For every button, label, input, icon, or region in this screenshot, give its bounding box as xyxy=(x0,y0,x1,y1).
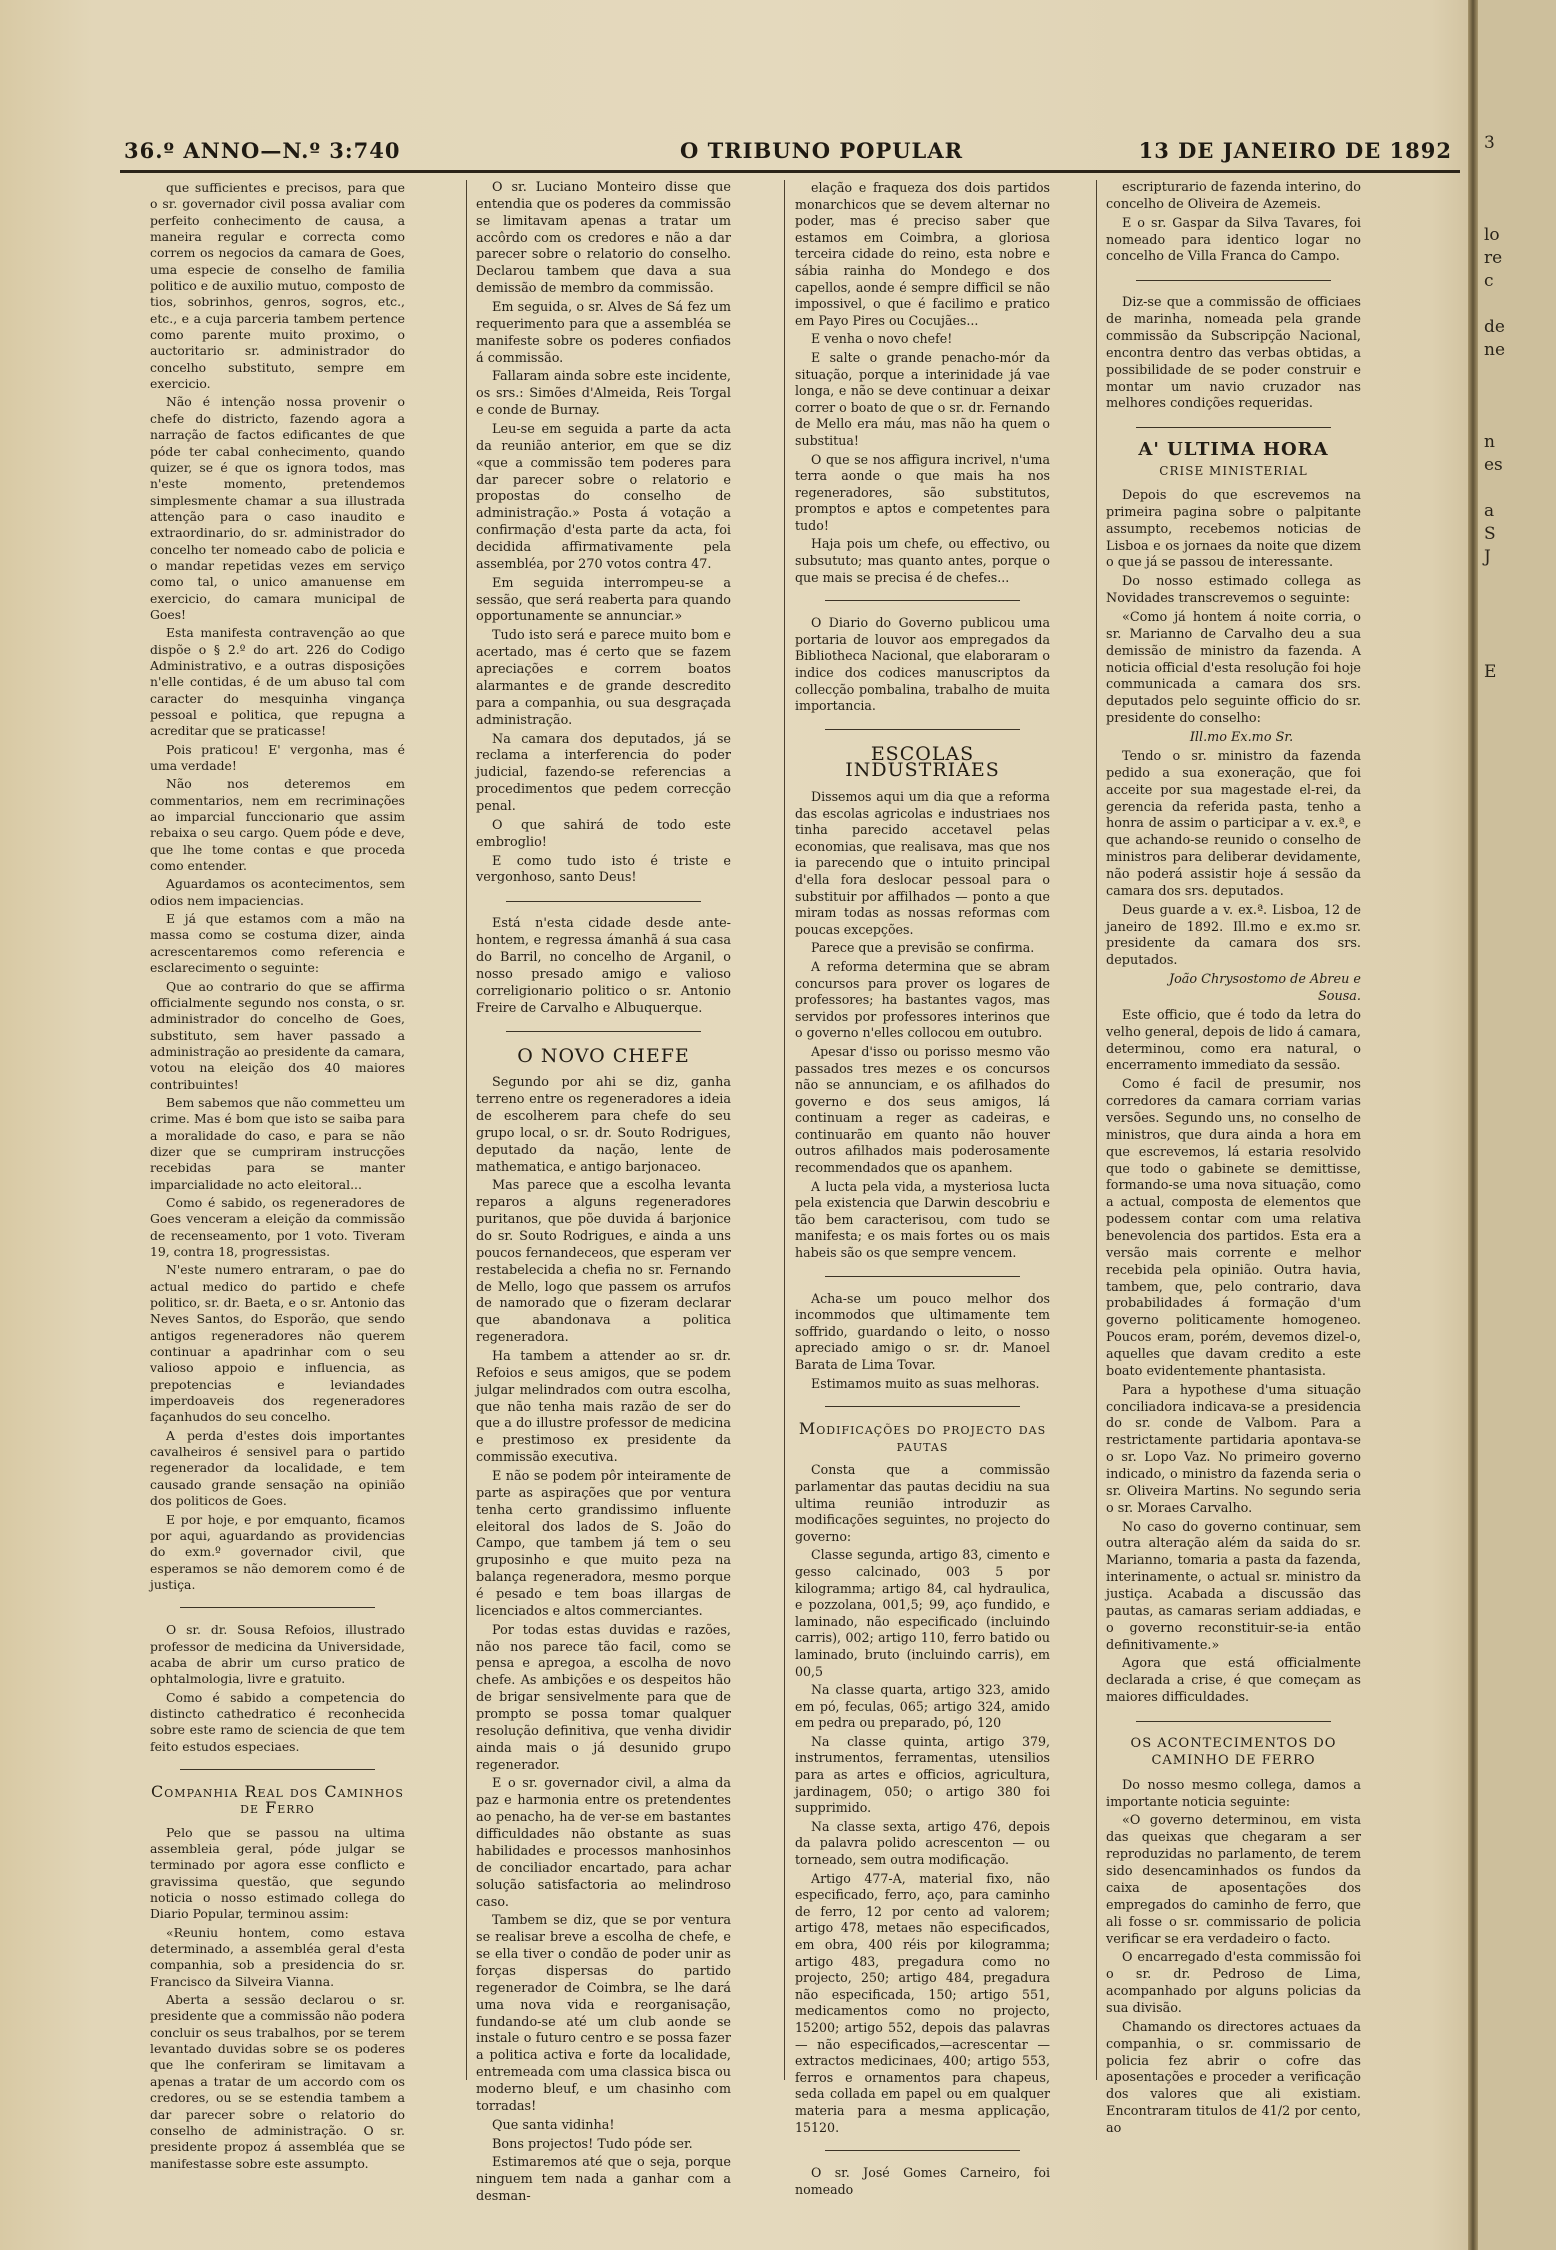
section-subheading: CRISE MINISTERIAL xyxy=(1159,464,1308,479)
paragraph: No caso do governo continuar, sem outra alteração além da saida do sr. Marianno, tomaria a pasta da fazenda, interinamente, o actual sr. ministro da justiça. Acabada a discussão das pautas, as camaras seriam addiadas, e o governo reconstituir-se-ia então definitivamente.» xyxy=(1106,1519,1361,1653)
paragraph: O que se nos affigura incrivel, n'uma terra aonde o que mais ha nos regeneradores, são substitutos, promptos e aptos e competentes para tudo! xyxy=(795,451,1050,533)
paragraph: Deus guarde a v. ex.ª. Lisboa, 12 de janeiro de 1892. Ill.mo e ex.mo sr. presidente da camara dos srs. deputados. xyxy=(1106,902,1361,969)
edge-fragment xyxy=(1478,155,1556,178)
edge-fragment: es xyxy=(1484,455,1503,475)
paragraph: Depois do que escrevemos na primeira pagina sobre o palpitante assumpto, recebemos noticias de Lisboa e os jornaes da noite que dizem o que já se passou de interessante. xyxy=(1106,488,1361,571)
paragraph: Chamando os directores actuaes da companhia, o sr. commissario de policia fez abrir o cofre das aposentações e proceder a verificação dos valores que ali existiam. Encontraram titulos de 41/2 por cento, ao xyxy=(1106,2019,1361,2136)
paragraph: O sr. Luciano Monteiro disse que entendia que os poderes da commissão se limitavam apenas a tratar um accôrdo com os credores e não a dar parecer sobre o relatorio do conselho. Declarou tambem que dava a sua demissão de membro da commissão. xyxy=(476,180,731,297)
section-rule xyxy=(825,600,1020,601)
edge-fragment xyxy=(1478,293,1556,316)
paragraph: E como tudo isto é triste e vergonhoso, santo Deus! xyxy=(476,853,731,886)
paragraph: escripturario de fazenda interino, do concelho de Oliveira de Azemeis. xyxy=(1106,180,1361,212)
edge-fragment xyxy=(1478,569,1556,592)
paragraph: O que sahirá de todo este embroglio! xyxy=(476,817,731,850)
column-3 xyxy=(795,180,1050,2200)
section-rule xyxy=(1136,1721,1331,1722)
section-rule xyxy=(180,1769,375,1770)
paragraph: Este officio, que é todo da letra do velho general, depois de lido á camara, determinou, como era natural, o encerramento immediato da sessão. xyxy=(1106,1007,1361,1074)
column-divider xyxy=(466,180,467,2080)
column-1 xyxy=(150,180,405,2174)
section-rule xyxy=(180,1607,375,1608)
section-heading: ESCOLAS INDUSTRIAES xyxy=(845,742,1000,782)
paragraph: Por todas estas duvidas e razões, não nos parece tão facil, como se pensa e apregoa, a escolha de novo chefe. As ambições e os despeitos hão de brigar sensivelmente para que de prompto se possa tomar qualquer resolução definitiva, que venha dividir ainda mais o já desunido grupo regenerador. xyxy=(476,1622,731,1773)
masthead-line xyxy=(120,132,1460,173)
section-rule xyxy=(1136,280,1331,281)
paragraph: Na classe sexta, artigo 476, depois da palavra polido acrescenton — ou torneado, sem outra modificação. xyxy=(795,1818,1050,1868)
edge-fragment xyxy=(1478,362,1556,385)
edge-fragment: 3 xyxy=(1484,133,1495,153)
paragraph: Consta que a commissão parlamentar das pautas decidiu na sua ultima reunião introduzir as modificações seguintes, no projecto do governo: xyxy=(795,1462,1050,1544)
paragraph: Dissemos aqui um dia que a reforma das escolas agricolas e industriaes nos tinha parecido accetavel pelas economias, que realisava, mas que nos ia parecendo que o intuito principal d'ella fora deslocar pessoal para o substituir por affilhados — ponto a que miram todas as nossas reformas com poucas excepções. xyxy=(795,789,1050,937)
paragraph: «Reuniu hontem, como estava determinado, a assembléa geral d'esta companhia, sob a presidencia do sr. Francisco da Silveira Vianna. xyxy=(150,1924,405,1989)
paragraph: E já que estamos com a mão na massa como se costuma dizer, ainda acrescentaremos como referencia e esclarecimento o seguinte: xyxy=(150,911,405,976)
paragraph: O encarregado d'esta commissão foi o sr. dr. Pedroso de Lima, acompanhado por alguns policias da sua divisão. xyxy=(1106,1950,1361,2016)
paragraph: Aguardamos os acontecimentos, sem odios nem impaciencias. xyxy=(150,876,405,908)
edge-fragment: c xyxy=(1484,271,1494,291)
edge-fragment xyxy=(1478,178,1556,201)
paragraph: elação e fraqueza dos dois partidos monarchicos que se devem alternar no poder, mas é preciso saber que estamos em Coimbra, a gloriosa terceira cidade do reino, esta nobre e sábia rainha do Mondego e dos capellos, aonde é sempre difficil se não impossivel, o que é facilimo e pratico em Payo Pires ou Cocujães... xyxy=(795,180,1050,328)
section-heading: O NOVO CHEFE xyxy=(517,1045,690,1068)
paragraph: E salte o grande penacho-mór da situação, porque a interinidade já vae longa, e não se deve continuar a deixar correr o boato de que o sr. dr. Fernando de Mello era máu, mas não ha quem o substitua! xyxy=(795,349,1050,448)
paragraph: Bem sabemos que não commetteu um crime. Mas é bom que isto se saiba para a moralidade do caso, e para se não dizer que se cumpriram instrucções recebidas para se manter imparcialidade no acto eleitoral... xyxy=(150,1094,405,1192)
column-2 xyxy=(476,180,731,2208)
paragraph: Do nosso mesmo collega, damos a importante noticia seguinte: xyxy=(1106,1777,1361,1810)
paragraph: Acha-se um pouco melhor dos incommodos que ultimamente tem soffrido, guardando o leito, o nosso apreciado amigo o sr. dr. Manoel Barata de Lima Tovar. xyxy=(795,1290,1050,1372)
edge-fragment: S xyxy=(1484,524,1496,544)
edge-fragment xyxy=(1478,592,1556,615)
section-rule xyxy=(825,2150,1020,2151)
section-rule xyxy=(825,1406,1020,1407)
edge-fragment xyxy=(1478,201,1556,224)
paragraph: Que santa vidinha! xyxy=(492,2117,615,2133)
edge-fragment: n xyxy=(1484,432,1495,452)
edge-fragment: lo xyxy=(1484,225,1500,245)
paragraph: João Chrysostomo de Abreu e Sousa. xyxy=(1168,972,1361,1004)
paragraph: Esta manifesta contravenção ao que dispõe o § 2.º do art. 226 do Codigo Administrativo, e a outras disposições n'elle contidas, é de um abuso tal com caracter do mesquinha vingança pessoal e politica, que repugna a acreditar que se praticasse! xyxy=(150,625,405,739)
paragraph: N'este numero entraram, o pae do actual medico do partido e chefe politico, sr. dr. Baeta, e o sr. Antonio das Neves Santos, do Esporão, que sendo antigos regeneradores não querem continuar a apadrinhar com o seu valioso appoio e influencia, as prepotencias e leviandades imperdoaveis dos regeneradores façanhudos do seu concelho. xyxy=(150,1262,405,1425)
paragraph: O sr. dr. Sousa Refoios, illustrado professor de medicina da Universidade, acaba de abrir um curso pratico de ophtalmologia, livre e gratuito. xyxy=(150,1622,405,1687)
paragraph: E não se podem pôr inteiramente de parte as aspirações que por ventura tenha certo grandissimo influente eleitoral dos lados de S. João do Campo, que tambem já tem o seu gruposinho e que muito peza na balança regeneradora, mesmo porque é pesado e tem boas illargas de licenciados e altos commerciantes. xyxy=(476,1469,731,1619)
paragraph: Diz-se que a commissão de officiaes de marinha, nomeada pela grande commissão da Subscripção Nacional, encontra dentro das verbas obtidas, a possibilidade de se poder construir e montar um navio cruzador nas melhores condições requeridas. xyxy=(1106,295,1361,412)
paragraph: Parece que a previsão se confirma. xyxy=(811,940,1035,956)
edge-fragment xyxy=(1478,615,1556,638)
section-heading: Modificações do projecto das pautas xyxy=(798,1419,1047,1455)
paragraph: Segundo por ahi se diz, ganha terreno entre os regeneradores a ideia de escolherem para chefe do seu grupo local, o sr. dr. Souto Rodrigues, deputado da nação, lente de mathematica, e antigo barjonaceo. xyxy=(476,1075,731,1175)
paragraph: O sr. José Gomes Carneiro, foi nomeado xyxy=(795,2165,1050,2197)
edge-fragment xyxy=(1478,477,1556,500)
edge-fragment xyxy=(1478,638,1556,661)
paragraph: E venha o novo chefe! xyxy=(811,331,953,347)
paragraph: Ill.mo Ex.mo Sr. xyxy=(1189,730,1294,746)
paragraph: que sufficientes e precisos, para que o sr. governador civil possa avaliar com perfeito conhecimento de causa, a maneira regular e correcta como correm os negocios da camara de Goes, uma especie de conselho de familia politico e de auxilio mutuo, composto de tios, sobrinhos, genros, sogros, etc., etc., e a cuja parceria tambem pertence como parente muito proximo, o auctoritario sr. administrador do concelho substituto, sempre em exercicio. xyxy=(150,180,405,392)
paragraph: Como é sabido a competencia do distincto cathedratico é reconhecida sobre este ramo de sciencia de que tem feito estudos especiaes. xyxy=(150,1689,405,1754)
paragraph: A lucta pela vida, a mysteriosa lucta pela existencia que Darwin descobriu e tão bem caracterisou, com tudo se manifesta; e os mais fortes ou os mais habeis são os que sempre vencem. xyxy=(795,1178,1050,1261)
paragraph: Leu-se em seguida a parte da acta da reunião anterior, em que se diz «que a commissão tem poderes para dar parecer sobre o relatorio e propostas do conselho de administração.» Posta á votação a confirmação d'esta parte da acta, foi decidida affirmativamente pela assembléa, por 270 votos contra 47. xyxy=(476,422,731,572)
issue-number: 36.º ANNO—N.º 3:740 xyxy=(124,138,401,163)
section-rule xyxy=(825,1276,1020,1277)
paragraph: Está n'esta cidade desde ante-hontem, e regressa ámanhã á sua casa do Barril, no concelho de Arganil, o nosso presado amigo e valioso correligionario politico o sr. Antonio Freire de Carvalho e Albuquerque. xyxy=(476,916,731,1016)
section-heading: OS ACONTECIMENTOS DO CAMINHO DE FERRO xyxy=(1130,1736,1337,1768)
paragraph: Tudo isto será e parece muito bom e acertado, mas é certo que se fazem apreciações e correm boatos alarmantes e de grande descredito para a companhia, ou sua desgraçada administração. xyxy=(476,628,731,728)
section-rule xyxy=(506,1031,701,1032)
paragraph: Tendo o sr. ministro da fazenda pedido a sua exoneração, que foi acceite por sua magestade el-rei, da gerencia da referida pasta, tenho a honra de assim o participar a v. ex.ª, e que achando-se reunido o conselho de ministros para deliberar devidamente, não poderá assistir hoje á sessão da camara dos srs. deputados. xyxy=(1106,748,1361,899)
paragraph: Fallaram ainda sobre este incidente, os srs.: Simões d'Almeida, Reis Torgal e conde de Burnay. xyxy=(476,369,731,419)
paragraph: Para a hypothese d'uma situação conciliadora indicava-se a presidencia do sr. conde de Valbom. Para a restrictamente partidaria apontava-se o sr. Lopo Vaz. No primeiro governo indicado, o ministro da fazenda seria o sr. Oliveira Martins. No segundo seria o sr. Moraes Carvalho. xyxy=(1106,1382,1361,1516)
paragraph: E o sr. governador civil, a alma da paz e harmonia entre os pretendentes ao penacho, ha de ver-se em bastantes difficuldades não obstante as suas habilidades e processos manhosinhos de conciliador encartado, para achar solução satisfactoria ao melindroso caso. xyxy=(476,1776,731,1910)
paragraph: Apesar d'isso ou porisso mesmo vão passados tres mezes e os concursos não se annunciam, e os afilhados do governo e dos seus amigos, lá continuam a reger as cadeiras, e continuarão em quanto não houver outros afilhados mais poderosamente recommendados que os apanhem. xyxy=(795,1043,1050,1176)
paragraph: Na classe quarta, artigo 323, amido em pó, feculas, 065; artigo 324, amido em pedra ou preparado, pó, 120 xyxy=(795,1682,1050,1731)
newspaper-title: O TRIBUNO POPULAR xyxy=(680,138,964,163)
paragraph: Agora que está officialmente declarada a crise, é que começam as maiores difficuldades. xyxy=(1106,1656,1361,1706)
edge-fragment: a xyxy=(1484,501,1495,521)
paragraph: A perda d'estes dois importantes cavalheiros é sensivel para o partido regenerador da localidade, e tem causado grande sensação na opinião dos politicos de Goes. xyxy=(150,1427,405,1509)
paragraph: Pelo que se passou na ultima assembleia geral, póde julgar se terminado por agora esse conflicto e gravissima questão, que segundo noticia o nosso estimado collega do Diario Popular, terminou assim: xyxy=(150,1824,405,1922)
paragraph: «O governo determinou, em vista das queixas que chegaram a ser reproduzidas no parlamento, de terem sido desencaminhados os fundos da caixa de aposentações dos empregados do caminho de ferro, que ali fosse o sr. commissario de policia verificar se era verdadeiro o facto. xyxy=(1106,1813,1361,1947)
column-divider xyxy=(784,180,785,2080)
paragraph: Aberta a sessão declarou o sr. presidente que a commissão não podera concluir os seus trabalhos, por se terem levantado duvidas sobre se os poderes que lhe conferiram se limitavam a apenas a tratar de um accordo com os credores, ou se se estendia tambem a dar parecer sobre o relatorio do conselho de administração. O sr. presidente propoz á assembléa que se manifestasse sobre este assumpto. xyxy=(150,1992,405,2171)
paragraph: Como é facil de presumir, nos corredores da camara corriam varias versões. Segundo uns, no conselho de ministros, que dura ainda a hora em que escrevemos, lá estaria resolvido que todo o gabinete se demittisse, formando-se uma nova situação, como a actual, composta de elementos que podessem contar com uma relativa benevolencia dos partidos. Esta era a versão mais corrente e melhor recebida pela opinião. Outra havia, tambem, que, pelo contrario, dava probabilidades á formação d'um governo politicamente homogeneo. Poucos eram, porém, devemos dizel-o, aquelles que davam credito a este boato evidentemente phantasista. xyxy=(1106,1077,1361,1379)
paragraph: O Diario do Governo publicou uma portaria de louvor aos empregados da Bibliotheca Nacional, que elaboraram o indice dos codices manuscriptos da collecção pombalina, trabalho de muita importancia. xyxy=(795,615,1050,714)
paragraph: Não nos deteremos em commentarios, nem em recriminações ao imparcial funccionario que assim rebaixa o seu cargo. Quem póde e deve, que lhe tome contas e que proceda como entender. xyxy=(150,776,405,874)
column-4 xyxy=(1106,180,1361,2140)
edge-fragment: E xyxy=(1484,662,1497,682)
section-heading: A' ULTIMA HORA xyxy=(1138,439,1329,461)
paragraph: «Como já hontem á noite corria, o sr. Marianno de Carvalho deu a sua demissão de ministro da fazenda. A noticia official d'esta resolução foi hoje communicada a camara dos srs. deputados pelo seguinte officio do sr. presidente do conselho: xyxy=(1106,610,1361,727)
section-rule xyxy=(506,901,701,902)
next-page-edge xyxy=(1478,0,1556,2250)
paragraph: Do nosso estimado collega as Novidades transcrevemos o seguinte: xyxy=(1106,574,1361,607)
column-divider xyxy=(1096,180,1097,2080)
paragraph: Bons projectos! Tudo póde ser. xyxy=(492,2136,693,2152)
edge-fragment: de xyxy=(1484,317,1505,337)
paragraph: Pois praticou! E' vergonha, mas é uma verdade! xyxy=(150,741,405,774)
paragraph: Como é sabido, os regeneradores de Goes venceram a eleição da commissão de recenseamento, por 1 voto. Tiveram 19, contra 18, progressistas. xyxy=(150,1194,405,1259)
paragraph: A reforma determina que se abram concursos para prover os logares de professores; ha bastantes vagos, mas servidos por professores interinos que o governo n'elles collocou em outubro. xyxy=(795,958,1050,1041)
paragraph: E por hoje, e por emquanto, ficamos por aqui, aguardando as providencias do exm.º governador civil, que esperamos se não demorem como é de justiça. xyxy=(150,1511,405,1592)
issue-date: 13 DE JANEIRO DE 1892 xyxy=(1138,138,1452,163)
section-heading: Companhia Real dos Caminhos de Ferro xyxy=(151,1781,404,1818)
paragraph: Que ao contrario do que se affirma officialmente segundo nos consta, o sr. administrador do concelho de Goes, substituto, sem haver passado a administração ao presidente da camara, votou na eleição dos 40 maiores contribuintes! xyxy=(150,978,405,1092)
page-fold xyxy=(1468,0,1478,2250)
edge-fragment: ne xyxy=(1484,340,1506,360)
paragraph: E o sr. Gaspar da Silva Tavares, foi nomeado para identico logar no concelho de Villa Franca do Campo. xyxy=(1106,215,1361,265)
paragraph: Artigo 477-A, material fixo, não especificado, ferro, aço, para caminho de ferro, 12 por cento ad valorem; artigo 478, metaes não especificados, em obra, 400 réis por kilogramma; artigo 483, pregadura como no projecto, 250; artigo 484, pregadura não especificada, 150; artigo 551, medicamentos como no projecto, 15200; artigo 552, depois das palavras — não especificados,—acrescentar — extractos medicinaes, 400; artigo 553, ferros e ornamentos para chapeus, seda collada em papel ou em qualquer materia para a mesma applicação, 15120. xyxy=(795,1870,1050,2135)
edge-fragment xyxy=(1478,408,1556,431)
paragraph: Estimaremos até que o seja, porque ninguem tem nada a ganhar com a desman- xyxy=(476,2155,731,2205)
edge-fragment xyxy=(1478,385,1556,408)
paragraph: Na classe quinta, artigo 379, instrumentos, ferramentas, utensilios para as artes e officios, agricultura, jardinagem, 050; o artigo 380 foi supprimido. xyxy=(795,1733,1050,1816)
paragraph: Não é intenção nossa provenir o chefe do districto, fazendo agora a narração de factos edificantes de que póde ter cabal conhecimento, quando quizer, se é que os ignora todos, mas n'este momento, pretendemos simplesmente chamar a sua illustrada attenção para o caso inaudito e extraordinario, do sr. administrador do concelho ter nomeado cabo de policia e o mandar repetidas vezes em serviço como tal, o unico amanuense em exercicio, do camara municipal de Goes! xyxy=(150,394,405,622)
paragraph: Mas parece que a escolha levanta reparos a alguns regeneradores puritanos, que põe duvida á barjonice do sr. Souto Rodrigues, e ainda a uns poucos fernandeceos, que esperam ver restabelecida a chefia no sr. Fernando de Mello, logo que passem os arrufos de namorado que o fizeram declarar que abandonava a politica regeneradora. xyxy=(476,1178,731,1346)
paragraph: Estimamos muito as suas melhoras. xyxy=(811,1375,1040,1391)
edge-fragment: J xyxy=(1484,547,1491,567)
section-rule xyxy=(1136,427,1331,428)
paragraph: Tambem se diz, que se por ventura se realisar breve a escolha de chefe, e se ella tiver o condão de poder unir as forças dispersas do partido regenerador de Coimbra, se lhe dará uma nova vida e reorganisação, fundando-se até um club aonde se instale o futuro centro e se possa fazer a politica activa e forte da localidade, entremeada com uma classica bisca ou moderno bleuf, e um chasinho com torradas! xyxy=(476,1913,731,2114)
section-rule xyxy=(825,729,1020,730)
paragraph: Haja pois um chefe, ou effectivo, ou subsututo; mas quanto antes, porque o que mais se precisa é de chefes... xyxy=(795,536,1050,585)
paragraph: Em seguida interrompeu-se a sessão, que será reaberta para quando opportunamente se annunciar.» xyxy=(476,575,731,625)
paragraph: Na camara dos deputados, já se reclama a interferencia do poder judicial, fazendo-se referencias a procedimentos que pedem correcção penal. xyxy=(476,731,731,814)
paragraph: Ha tambem a attender ao sr. dr. Refoios e seus amigos, que se podem julgar melindrados com outra escolha, que não tenha mais razão de ser do que a do illustre professor de medicina e prestimoso ex presidente da commissão executiva. xyxy=(476,1349,731,1466)
paragraph: Classe segunda, artigo 83, cimento e gesso calcinado, 003 5 por kilogramma; artigo 84, cal hydraulica, e pozzolana, 001,5; 99, aço fundido, e laminado, não especificado (incluindo carris), 002; artigo 110, ferro batido ou laminado, bruto (incluindo carris), em 00,5 xyxy=(795,1547,1050,1679)
paragraph: Em seguida, o sr. Alves de Sá fez um requerimento para que a assembléa se manifeste sobre os poderes confiados á commissão. xyxy=(476,300,731,366)
edge-fragment: re xyxy=(1484,248,1503,268)
